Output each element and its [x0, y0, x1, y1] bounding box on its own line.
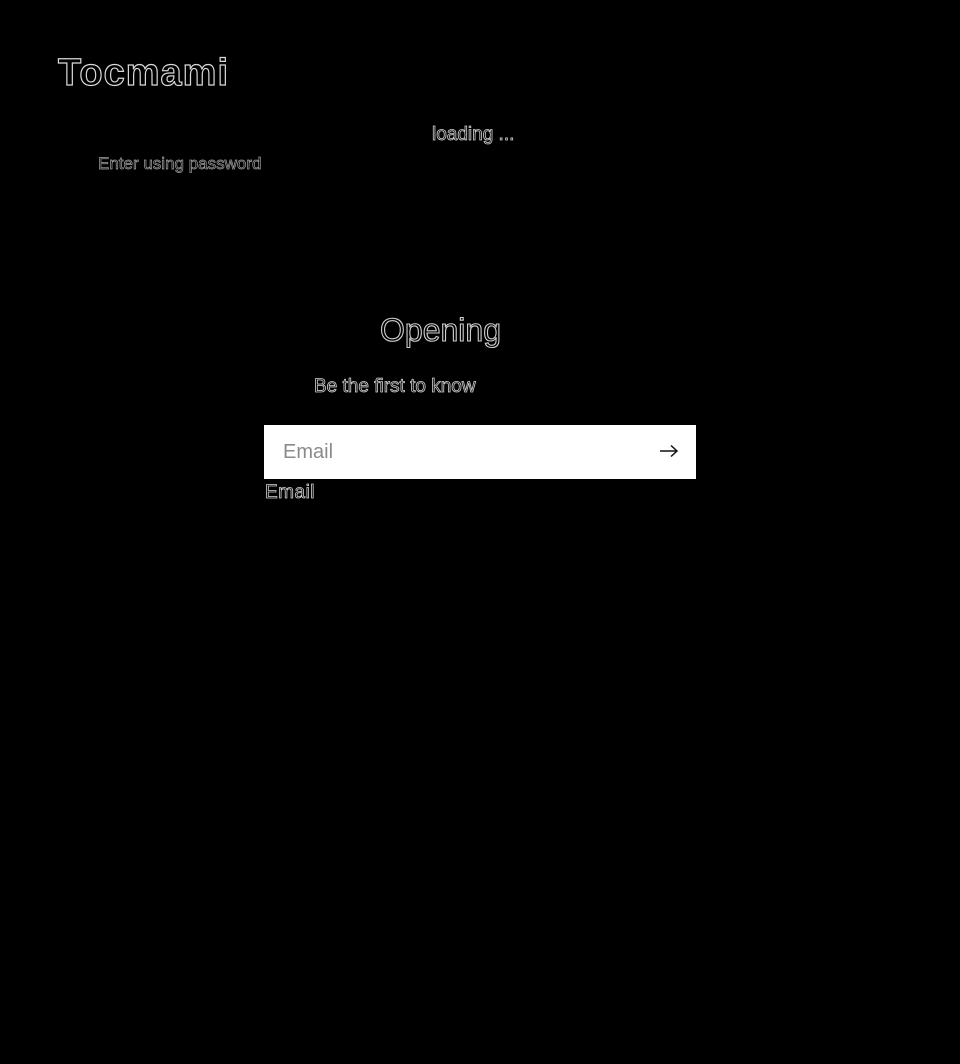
email-field-label: Email [265, 482, 316, 503]
enter-password-link[interactable]: Enter using password [98, 154, 262, 173]
email-input[interactable] [264, 425, 644, 479]
subscribe-button[interactable] [642, 425, 696, 479]
loading-indicator: loading ... [432, 124, 515, 145]
newsletter-form [264, 425, 696, 479]
page-subtitle: Be the first to know [314, 376, 476, 397]
brand-logo[interactable]: Tocmami [58, 52, 230, 94]
page-title: Opening [380, 312, 501, 348]
arrow-right-icon [659, 444, 679, 461]
